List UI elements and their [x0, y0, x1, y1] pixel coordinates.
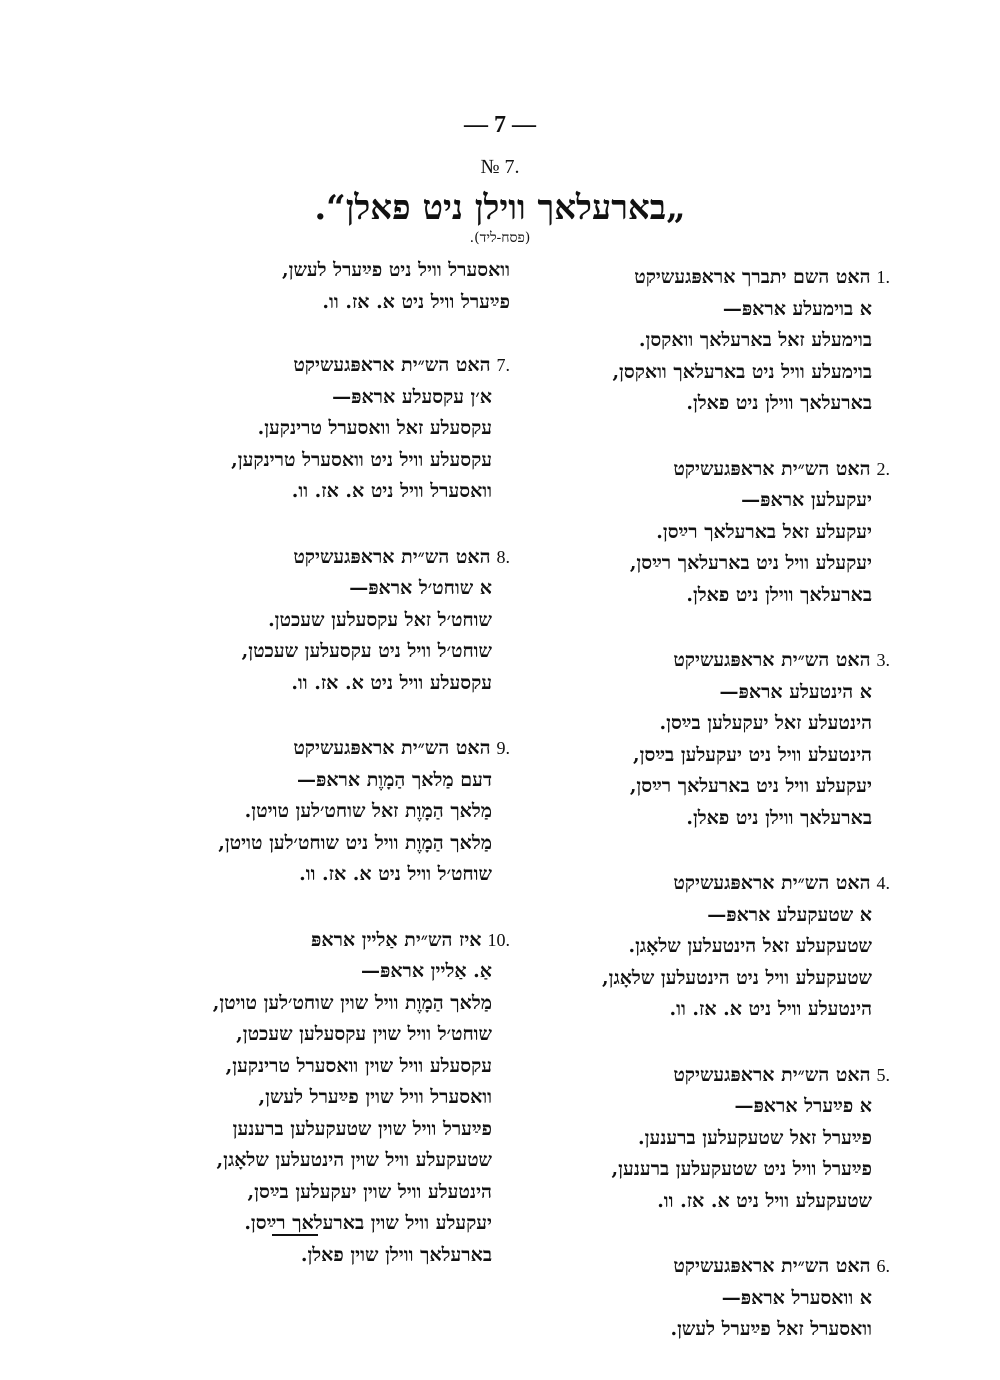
stanza-first-line [500, 1060, 890, 1092]
stanza [95, 350, 510, 508]
verse-line [500, 1186, 890, 1218]
stanza-first-line [95, 733, 510, 765]
verse-line [500, 931, 890, 963]
verse-text: שטעקעלע וויל ניט א. אז. וו. [657, 1189, 872, 1212]
verse-text: הינטעלע וויל ניט א. אז. וו. [669, 998, 872, 1020]
verse-line: פײַערל וויל ניט א. אז. וו. [322, 290, 510, 313]
verse-text: האט הש״ית אראפּגעשיקט [673, 649, 871, 671]
verse-text: עקסעלע וויל ניט וואסערל טרינקען, [231, 448, 492, 471]
stanza-first-line [95, 925, 510, 957]
verse-text: בארעלאך ווילן ניט פאלן. [686, 806, 872, 829]
verse-text: האט השם יתברך אראפּגעשיקט [634, 266, 871, 288]
verse-text: א שוחט׳ל אראפּ— [349, 577, 492, 599]
verse-text: האט הש״ית אראפּגעשיקט [293, 545, 491, 568]
verse-text: שוחט׳ל וויל שוין עקסעלען שעכטן, [236, 1023, 492, 1045]
verse-line [500, 1283, 890, 1315]
verse-line [95, 1240, 510, 1272]
stanza-first-line [500, 454, 890, 486]
verse-line [95, 1177, 510, 1209]
verse-text: יעקעלע וויל שוין בארעלאך רײַסן. [244, 1212, 492, 1234]
verse-line [500, 740, 890, 772]
verse-line [500, 357, 890, 389]
verse-text: עקסעלע וויל שוין וואסערל טרינקען, [225, 1054, 492, 1077]
verse-text: בארעלאך ווילן ניט פאלן. [686, 583, 872, 606]
verse-line [95, 1114, 510, 1146]
verse-line [95, 445, 510, 477]
verse-line [95, 1145, 510, 1177]
verse-line [500, 485, 890, 517]
verse-line [500, 900, 890, 932]
stanza [500, 1251, 890, 1346]
verse-text: יעקעלע וויל ניט בארעלאך רײַסן, [629, 552, 872, 574]
verse-text: בוימעלע וויל ניט בארעלאך וואקסן, [612, 360, 872, 383]
verse-text: שוחט׳ל וויל ניט עקסעלען שעכטן, [241, 640, 492, 662]
verse-text: יעקעלע וויל ניט בארעלאך רײַסן, [629, 775, 872, 797]
verse-line [500, 677, 890, 709]
verse-text: מַלאך הַמָוֶת וויל שוין שוחט׳לען טויטן, [212, 991, 492, 1014]
stanza-continuation [95, 255, 510, 318]
verse-text: שטעקעלע זאל הינטעלען שלאָגן. [628, 935, 872, 957]
verse-text: שטעקעלע וויל ניט הינטעלען שלאָגן, [602, 966, 872, 989]
song-subtitle: (פסח-ליד). [469, 230, 531, 246]
verse-line [95, 796, 510, 828]
verse-line [500, 294, 890, 326]
stanza-number: 6. [876, 1256, 890, 1276]
verse-line [500, 325, 890, 357]
verse-line: וואסערל וויל ניט פײַערל לעשן, [282, 259, 510, 281]
verse-text: האט הש״ית אראפּגעשיקט [673, 1255, 871, 1277]
left-column [95, 255, 510, 1305]
verse-line [500, 771, 890, 803]
verse-line [95, 859, 510, 891]
verse-text: פײַערל וויל שוין שטעקעלען ברענען [232, 1117, 492, 1140]
verse-text: א הינטעלע אראפּ— [719, 680, 872, 703]
verse-line [500, 548, 890, 580]
stanza-first-line [95, 542, 510, 574]
verse-text: הינטעלע וויל שוין יעקעלען בײַסן, [247, 1180, 492, 1203]
verse-text: שוחט׳ל זאל עקסעלען שעכטן. [268, 608, 492, 631]
page-number: — 7 — [464, 112, 536, 138]
stanza-number: 8. [496, 546, 510, 567]
stanza-first-line [500, 645, 890, 677]
verse-line [500, 580, 890, 612]
right-column [500, 262, 890, 1380]
verse-line [95, 828, 510, 860]
verse-line [500, 1123, 890, 1155]
verse-text: הינטעלע וויל ניט יעקעלען בײַסן, [633, 743, 872, 766]
verse-text: א פײַערל אראפּ— [734, 1095, 872, 1117]
verse-line [95, 413, 510, 445]
verse-line [500, 1314, 890, 1346]
verse-text: מַלאך הַמָוֶת זאל שוחט׳לען טויטן. [244, 800, 492, 822]
verse-line [95, 1082, 510, 1114]
verse-line [95, 573, 510, 605]
verse-line [500, 708, 890, 740]
verse-line [95, 636, 510, 668]
song-number: № 7. [480, 156, 520, 178]
verse-line [95, 382, 510, 414]
end-divider [272, 1234, 318, 1236]
verse-text: וואסערל וויל ניט א. אז. וו. [291, 480, 492, 502]
verse-text: בארעלאך ווילן ניט פאלן. [686, 392, 872, 414]
verse-text: א שטעקעלע אראפּ— [707, 903, 872, 926]
verse-text: עקסעלע זאל וואסערל טרינקען. [257, 417, 492, 439]
verse-text: האט הש״ית אראפּגעשיקט [293, 354, 491, 376]
verse-text: הינטעלע זאל יעקעלען בײַסן. [659, 712, 872, 734]
verse-line [500, 517, 890, 549]
stanza-number: 10. [487, 929, 510, 950]
verse-text: פײַערל זאל שטעקעלען ברענען. [638, 1126, 872, 1149]
stanza-first-line [500, 262, 890, 294]
stanza-number: 9. [496, 738, 510, 758]
stanza [95, 733, 510, 891]
verse-line [95, 476, 510, 508]
verse-text: אַ. אַליין אראפּ— [360, 960, 492, 982]
stanza [500, 454, 890, 612]
verse-line [500, 388, 890, 420]
stanza-number: 5. [876, 1064, 890, 1085]
verse-text: האט הש״ית אראפּגעשיקט [293, 737, 491, 759]
song-title: „בארעלאך ווילן ניט פאלן“. [314, 188, 686, 228]
stanza-first-line [95, 350, 510, 382]
verse-text: א וואסערל אראפּ— [721, 1286, 872, 1309]
stanza-first-line [500, 868, 890, 900]
verse-line [500, 963, 890, 995]
verse-text: יעקעלע זאל בארעלאך רײַסן. [656, 520, 872, 543]
verse-text: שטעקעלע וויל שוין הינטעלען שלאָגן, [216, 1149, 492, 1171]
verse-line [95, 605, 510, 637]
stanza-first-line [500, 1251, 890, 1283]
stanza [95, 925, 510, 1272]
verse-text: שוחט׳ל וויל ניט א. אז. וו. [299, 863, 492, 885]
verse-text: האט הש״ית אראפּגעשיקט [673, 457, 871, 480]
stanza-number: 1. [876, 267, 890, 287]
stanza-number: 3. [876, 650, 890, 670]
verse-text: בוימעלע זאל בארעלאך וואקסן. [638, 329, 872, 351]
verse-text: מַלאך הַמָוֶת וויל ניט שוחט׳לען טויטן, [218, 831, 492, 854]
verse-line [95, 1051, 510, 1083]
verse-text: בארעלאך ווילן שוין פאלן. [300, 1243, 492, 1266]
verse-text: וואסערל וויל שוין פײַערל לעשן, [258, 1086, 492, 1108]
verse-line [500, 803, 890, 835]
verse-line [95, 668, 510, 700]
stanza-number: 7. [496, 355, 510, 375]
stanza [500, 262, 890, 420]
verse-line [500, 994, 890, 1026]
verse-line [95, 1019, 510, 1051]
stanza [500, 868, 890, 1026]
verse-text: האט הש״ית אראפּגעשיקט [673, 872, 871, 894]
verse-line [95, 765, 510, 797]
verse-text: איז הש״ית אַליין אראפּ [311, 928, 482, 951]
verse-text: וואסערל זאל פײַערל לעשן. [670, 1318, 872, 1340]
verse-text: עקסעלע וויל ניט א. אז. וו. [291, 671, 492, 694]
verse-line [500, 1091, 890, 1123]
stanza [500, 1060, 890, 1218]
stanza [95, 542, 510, 700]
verse-text: דעם מַלאך הַמָוֶת אראפּ— [297, 768, 492, 791]
verse-line [95, 988, 510, 1020]
verse-text: א׳ן עקסעלע אראפּ— [332, 385, 492, 408]
verse-text: האט הש״ית אראפּגעשיקט [673, 1063, 871, 1086]
verse-text: פײַערל וויל ניט שטעקעלען ברענען, [611, 1158, 872, 1180]
stanza [500, 645, 890, 834]
verse-line [500, 1154, 890, 1186]
stanza-number: 4. [876, 873, 890, 893]
verse-text: א בוימעלע אראפּ— [722, 297, 872, 320]
verse-text: יעקעלען אראפּ— [741, 489, 872, 511]
verse-line [95, 956, 510, 988]
stanza-number: 2. [876, 458, 890, 479]
